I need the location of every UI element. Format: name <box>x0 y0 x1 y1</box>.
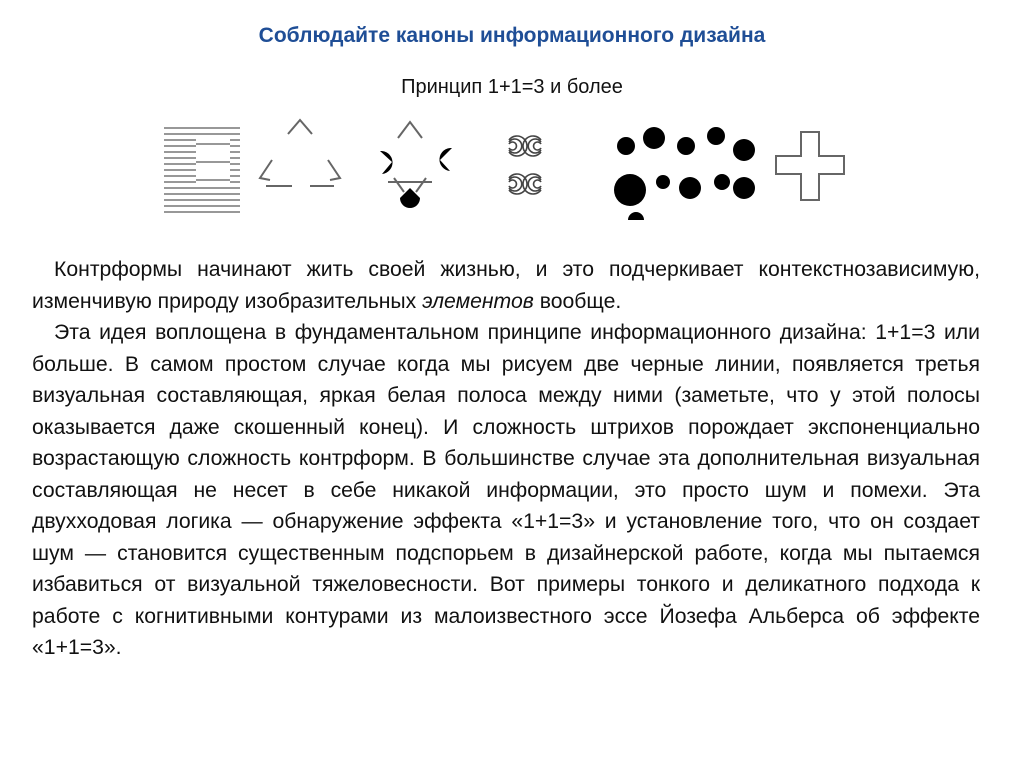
paragraph-2: Эта идея воплощена в фундаментальном принципе информационного дизайна: 1+1=3 или больше. В самом простом случае когда мы рисуем две черные линии, появляется третья визуальная составляющая, яркая белая полоса между ними (заметьте, что у этой полосы оказывается даже скошенный конец). И сложность штрихов порождает экспоненциально возрастающую сложность контрформ. В большинстве случае эта дополнительная визуальная составляющая не несет в себе никакой информации, это просто шум и помехи. Эта двухходовая логика — обнаружение эффекта «1+1=3» и установление того, что он создает шум — становится существенным подспорьем в дизайнерской работе, когда мы пытаемся избавиться от визуальной тяжеловесности. Вот примеры тонкого и деликатного подхода к работе с когнитивными контурами из малоизвестного эссе Йозефа Альберса об эффекте «1+1=3». <box>32 321 980 659</box>
dots-grid-icon <box>614 127 755 220</box>
slide-title: Соблюдайте каноны информационного дизайна <box>258 24 766 47</box>
slide-subtitle: Принцип 1+1=3 и более <box>401 76 623 98</box>
triangle-outline-icon <box>260 120 340 186</box>
concentric-arcs-icon <box>509 136 541 194</box>
cross-outline-icon <box>776 132 844 200</box>
paragraph-1 <box>32 254 980 317</box>
paragraph-1-end: вообще. <box>533 289 622 313</box>
body-text <box>32 254 980 664</box>
paragraph-1-italic: элементов <box>422 289 534 313</box>
paragraph-1-main: Контрформы начинают жить своей жизнью, и это подчеркивает контекстнозависимую, изменчивую природу изобразительных <box>32 258 980 313</box>
illusion-figure <box>160 116 860 220</box>
kanizsa-triangle-icon <box>380 122 452 208</box>
striped-lines-icon <box>164 128 240 212</box>
